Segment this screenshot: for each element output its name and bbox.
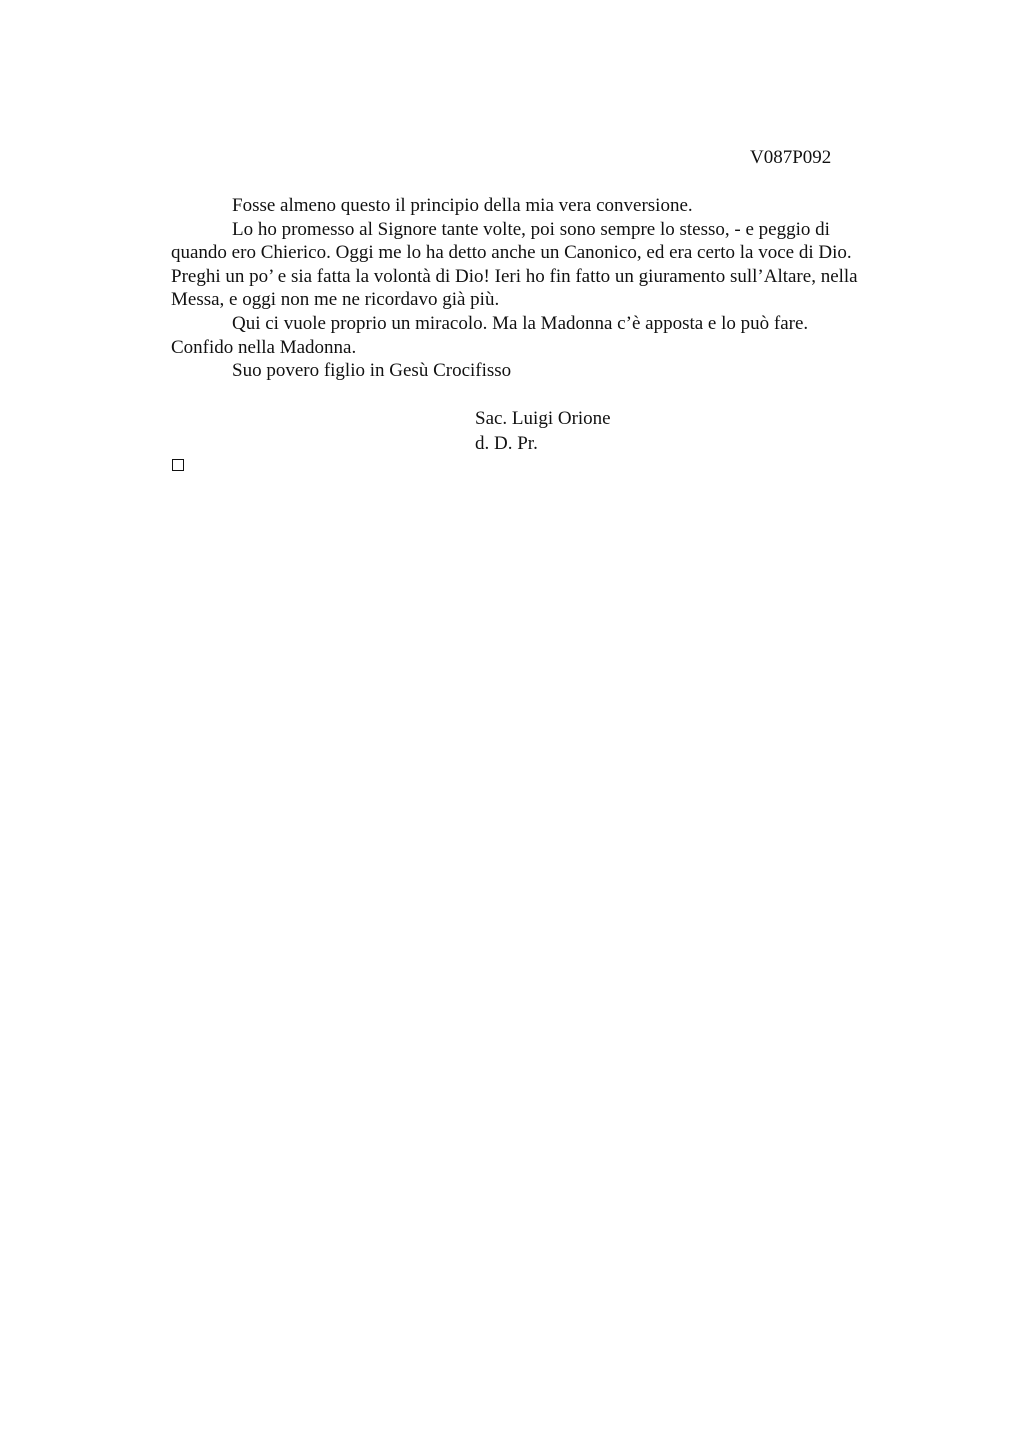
signature-suffix: d. D. Pr. — [475, 433, 538, 454]
paragraph-line: Preghi un po’ e sia fatta la volontà di Dio! Ieri ho fin fatto un giuramento sull’Altare, nella — [171, 265, 858, 287]
paragraph-line: quando ero Chierico. Oggi me lo ha detto anche un Canonico, ed era certo la voce di Dio. — [171, 242, 852, 264]
paragraph-line: Fosse almeno questo il principio della mia vera conversione. — [232, 195, 693, 216]
paragraph-line: Confido nella Madonna. — [171, 336, 357, 358]
paragraph-1 — [171, 194, 931, 218]
paragraph-line: Suo povero figlio in Gesù Crocifisso — [232, 360, 512, 382]
paragraph-line: Messa, e oggi non me ne ricordavo già più. — [171, 289, 500, 311]
signature-name: Sac. Luigi Orione — [475, 408, 611, 429]
paragraph-line: Qui ci vuole proprio un miracolo. Ma la Madonna c’è apposta e lo può fare. — [232, 312, 809, 334]
paragraph-3 — [171, 312, 931, 359]
signature-block — [475, 407, 611, 457]
paragraph-2 — [171, 218, 931, 312]
paragraph-4 — [171, 359, 931, 383]
empty-square-icon — [172, 459, 184, 471]
letter-body — [171, 194, 931, 383]
paragraph-line: Lo ho promesso al Signore tante volte, poi sono sempre lo stesso, - e peggio di — [232, 218, 830, 240]
document-id: V087P092 — [750, 147, 832, 168]
